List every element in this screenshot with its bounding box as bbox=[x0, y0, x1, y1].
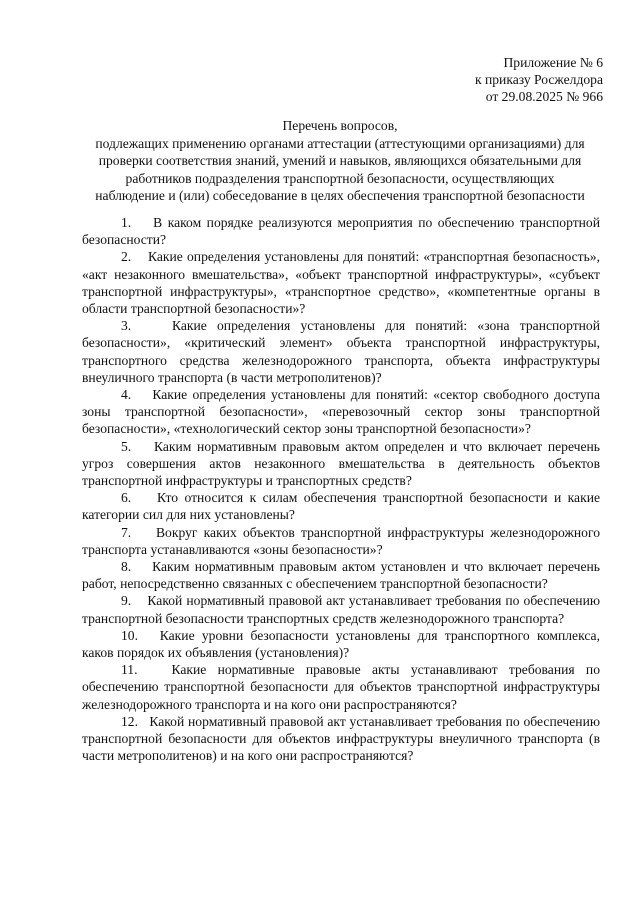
appendix-block bbox=[475, 54, 603, 105]
heading-title: Перечень вопросов, bbox=[282, 118, 398, 133]
question-number: 5. bbox=[121, 438, 132, 454]
question-number: 8. bbox=[121, 559, 132, 575]
heading-line: наблюдение и (или) собеседование в целях обеспечения транспортной безопасности bbox=[95, 187, 585, 203]
question-text: В каком порядке реализуются мероприятия по обеспечению транспортной безопасности? bbox=[82, 215, 600, 248]
question-item bbox=[82, 592, 600, 626]
question-number: 11. bbox=[121, 662, 138, 678]
question-text: Каким нормативным правовым актом установлен и что включает перечень работ, непосредственно связанных с обеспечением транспортной безопасности? bbox=[82, 559, 600, 592]
document-heading bbox=[60, 117, 620, 204]
question-text: Какие уровни безопасности установлены для транспортного комплекса, каков порядок их объявления (установления)? bbox=[82, 627, 600, 661]
question-number: 7. bbox=[121, 524, 132, 540]
heading-line: проверки соответствия знаний, умений и навыков, являющихся обязательными для bbox=[98, 153, 582, 169]
question-number: 3. bbox=[121, 318, 132, 334]
question-text: Какие определения установлены для понятий: «сектор свободного доступа зоны транспортной безопасности», «перевозочный сектор зоны транспортной безопасности», «технологический сектор зоны транспортной безопасности»? bbox=[82, 387, 600, 437]
question-item bbox=[82, 524, 600, 558]
question-number: 1. bbox=[121, 215, 132, 230]
question-number: 10. bbox=[121, 627, 138, 643]
heading-line: подлежащих применению органами аттестации (аттестующими организациями) для bbox=[95, 136, 585, 152]
question-number: 2. bbox=[121, 249, 132, 265]
question-item bbox=[82, 661, 600, 713]
question-item bbox=[82, 627, 600, 661]
heading-line: работников подразделения транспортной безопасности, осуществляющих bbox=[125, 170, 555, 186]
question-item bbox=[82, 386, 600, 438]
questions-list bbox=[82, 214, 600, 765]
question-item bbox=[82, 489, 600, 523]
question-number: 6. bbox=[121, 490, 132, 506]
question-text: Вокруг каких объектов транспортной инфраструктуры железнодорожного транспорта устанавливаются «зоны безопасности»? bbox=[82, 524, 600, 557]
question-number: 4. bbox=[121, 387, 132, 403]
question-text: Какой нормативный правовой акт устанавливает требования по обеспечению транспортной безопасности транспортных средств железнодорожного транспорта? bbox=[82, 593, 601, 626]
question-number: 9. bbox=[121, 593, 132, 609]
question-item bbox=[82, 713, 600, 765]
question-item bbox=[82, 248, 600, 317]
question-item bbox=[82, 438, 600, 490]
question-item bbox=[82, 214, 600, 248]
appendix-order-ref: к приказу Росжелдора bbox=[474, 72, 603, 87]
question-item bbox=[82, 558, 600, 592]
question-number: 12. bbox=[121, 713, 138, 729]
question-text: Какие определения установлены для понятий: «зона транспортной безопасности», «критический элемент» объекта транспортной инфраструктуры, транспортного средства железнодорожного транспорта, объекта инфраструктуры внеуличного транспорта (в части метрополитенов)? bbox=[82, 318, 601, 385]
question-item bbox=[82, 317, 600, 386]
question-text: Какие определения установлены для понятий: «транспортная безопасность», «акт незаконного вмешательства», «объект транспортной инфраструктуры», «субъект транспортной инфраструктуры», «транспортное средство», «компетентные органы в области транспортной безопасности»? bbox=[82, 249, 600, 317]
appendix-order-date: от 29.08.2025 № 966 bbox=[485, 89, 603, 104]
question-text: Кто относится к силам обеспечения транспортной безопасности и какие категории сил для них установлены? bbox=[82, 490, 600, 523]
question-text: Каким нормативным правовым актом определен и что включает перечень угроз совершения актов незаконного вмешательства в деятельность объектов транспортной инфраструктуры и транспортных средств? bbox=[82, 438, 600, 489]
appendix-number: Приложение № 6 bbox=[503, 55, 603, 70]
question-text: Какой нормативный правовой акт устанавливает требования по обеспечению транспортной безопасности для объектов инфраструктуры внеуличного транспорта (в части метрополитенов) и на кого они распространяются? bbox=[82, 713, 600, 764]
question-text: Какие нормативные правовые акты устанавливают требования по обеспечению транспортной безопасности для объектов транспортной инфраструктуры железнодорожного транспорта и на кого они распространяются? bbox=[82, 662, 601, 712]
